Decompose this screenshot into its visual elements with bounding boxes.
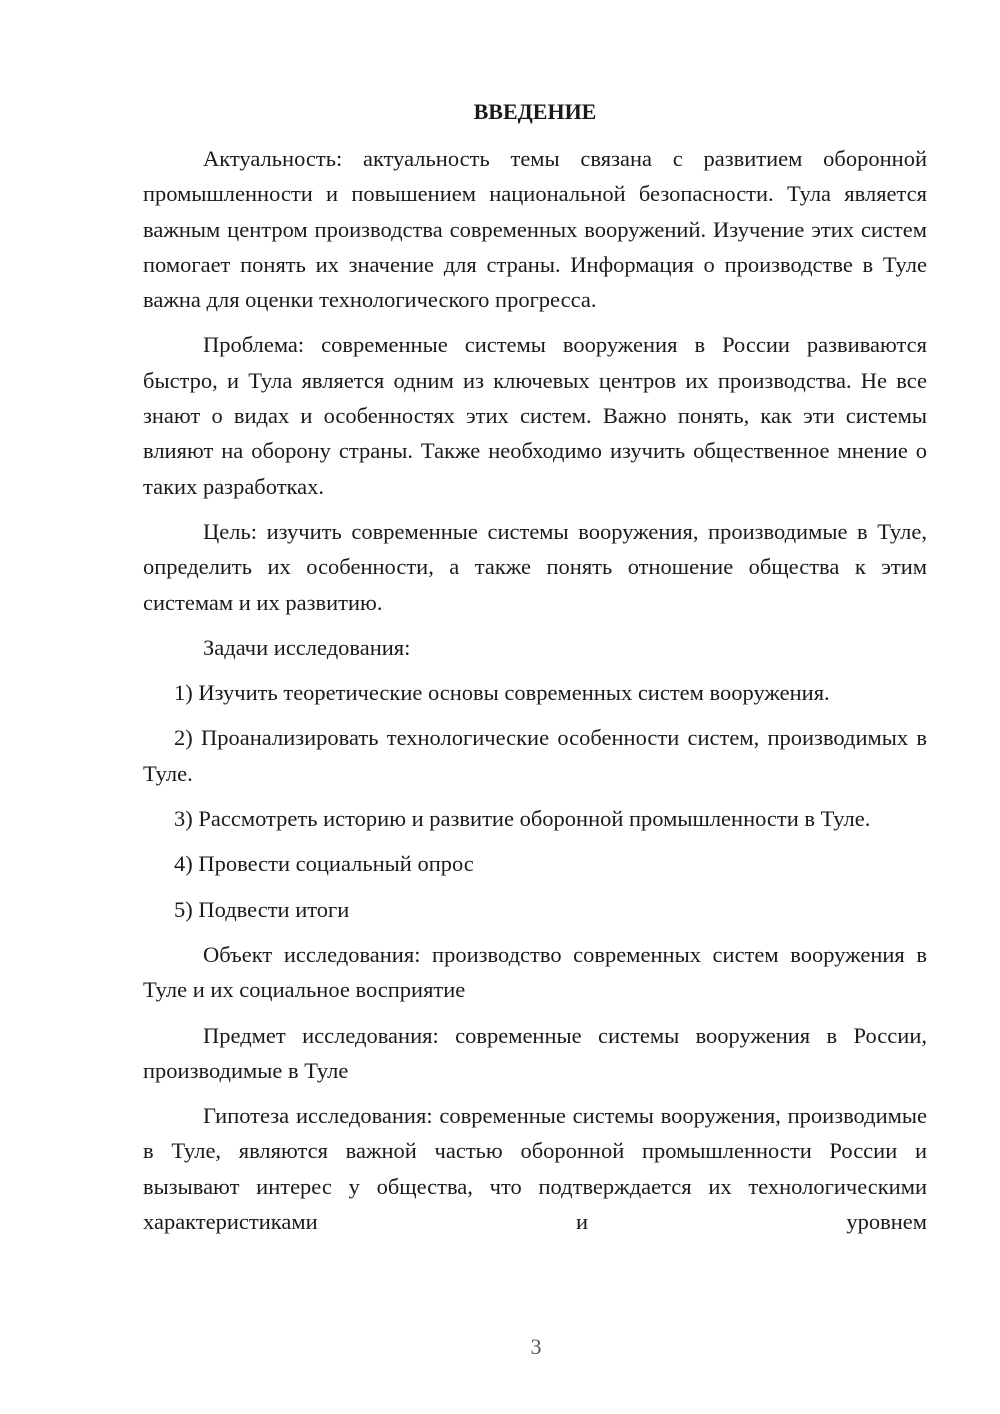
task-item-2: 2) Проанализировать технологические особенности систем, производимых в Туле.: [143, 725, 927, 786]
problem-paragraph: Проблема: современные системы вооружения в России развиваются быстро, и Тула является одним из ключевых центров их производства. Не все знают о видах и особенностях этих систем. Важно понять, как эти системы влияют на оборону страны. Также необходимо изучить общественное мнение о таких разработках.: [143, 332, 927, 499]
task-item-4: 4) Провести социальный опрос: [174, 851, 474, 877]
hypothesis-paragraph: Гипотеза исследования: современные системы вооружения, производимые в Туле, являются важной частью оборонной промышленности России и вызывают интерес у общества, что подтверждается их технологическими характеристиками и уровнем: [143, 1103, 927, 1235]
task-item-1: 1) Изучить теоретические основы современных систем вооружения.: [174, 680, 830, 706]
object-paragraph: Объект исследования: производство современных систем вооружения в Туле и их социальное восприятие: [143, 941, 927, 1003]
goal-paragraph: Цель: изучить современные системы вооружения, производимые в Туле, определить их особенности, а также понять отношение общества к этим системам и их развитию.: [143, 518, 927, 615]
page-number: 3: [530, 1334, 542, 1359]
relevance-paragraph: Актуальность: актуальность темы связана с развитием оборонной промышленности и повышением национальной безопасности. Тула является важным центром производства современных вооружений. Изучение этих систем помогает понять их значение для страны. Информация о производстве в Туле важна для оценки технологического прогресса.: [143, 146, 927, 313]
task-item-3: 3) Рассмотреть историю и развитие оборонной промышленности в Туле.: [174, 806, 871, 832]
document-page: [143, 94, 927, 1239]
tasks-heading: Задачи исследования:: [203, 634, 411, 660]
task-item-5: 5) Подвести итоги: [174, 896, 350, 922]
subject-paragraph: Предмет исследования: современные системы вооружения в России, производимые в Туле: [143, 1022, 927, 1083]
section-title: ВВЕДЕНИЕ: [473, 99, 597, 124]
